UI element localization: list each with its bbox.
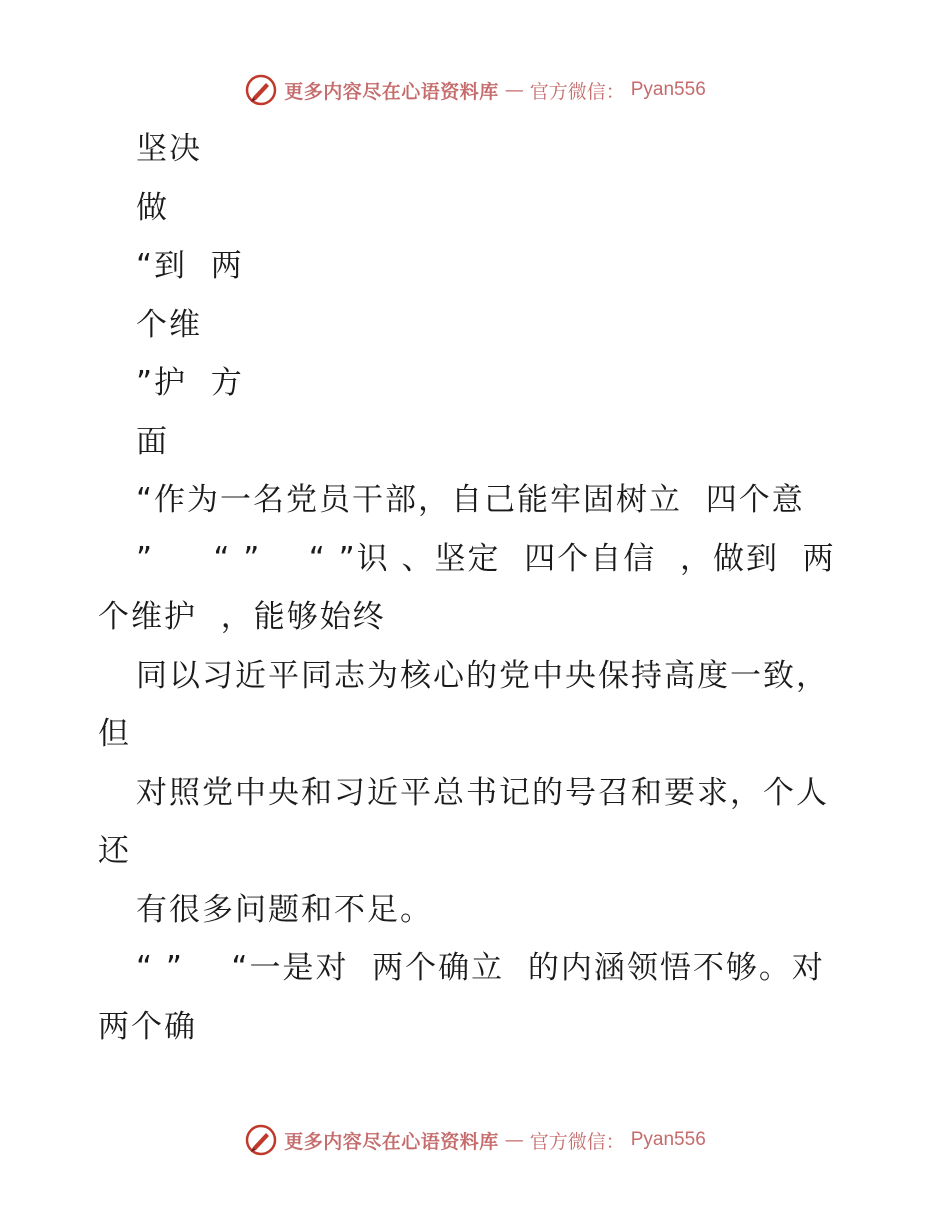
- body-line: 个维: [136, 306, 202, 343]
- header-brand-text: 更多内容尽在心语资料库: [284, 80, 499, 103]
- footer-brand-text: 更多内容尽在心语资料库: [284, 1130, 499, 1153]
- pen-logo-icon: [244, 1123, 278, 1157]
- body-line: 同以习近平同志为核心的党中央保持高度一致，: [136, 657, 829, 694]
- body-line: 做: [136, 189, 169, 226]
- body-line: 但: [98, 716, 131, 752]
- footer-wechat-id: Pyan556: [630, 1129, 706, 1150]
- body-line: 对照党中央和习近平总书记的号召和要求，个人: [136, 774, 829, 811]
- body-line: 两个确: [98, 1008, 197, 1045]
- body-line: 有很多问题和不足。: [136, 891, 433, 928]
- body-line: 坚决: [136, 131, 202, 167]
- header-official-label: 官方微信：: [529, 80, 625, 103]
- body-line: 个维护 ，能够始终: [98, 599, 386, 635]
- header-banner: [0, 70, 950, 110]
- body-line: “作为一名党员干部，自己能牢固树立 四个意: [136, 482, 805, 518]
- body-line: “到 两: [136, 248, 244, 284]
- header-wechat-id: Pyan556: [630, 79, 706, 100]
- body-line: ” “ ” “ ”识 、坚定 四个自信 ，做到 两: [136, 540, 836, 577]
- body-line: ”护 方: [136, 365, 244, 401]
- footer-banner: [0, 1120, 950, 1160]
- footer-official-label: 官方微信：: [529, 1130, 625, 1153]
- pen-logo-icon: [244, 73, 278, 107]
- body-line: 还: [98, 833, 131, 869]
- header-separator: —: [504, 79, 524, 101]
- body-line: 面: [136, 423, 169, 460]
- body-line: “ ” “一是对 两个确立 的内涵领悟不够。对: [136, 950, 825, 986]
- document-body: [98, 120, 858, 1056]
- footer-separator: —: [504, 1129, 524, 1151]
